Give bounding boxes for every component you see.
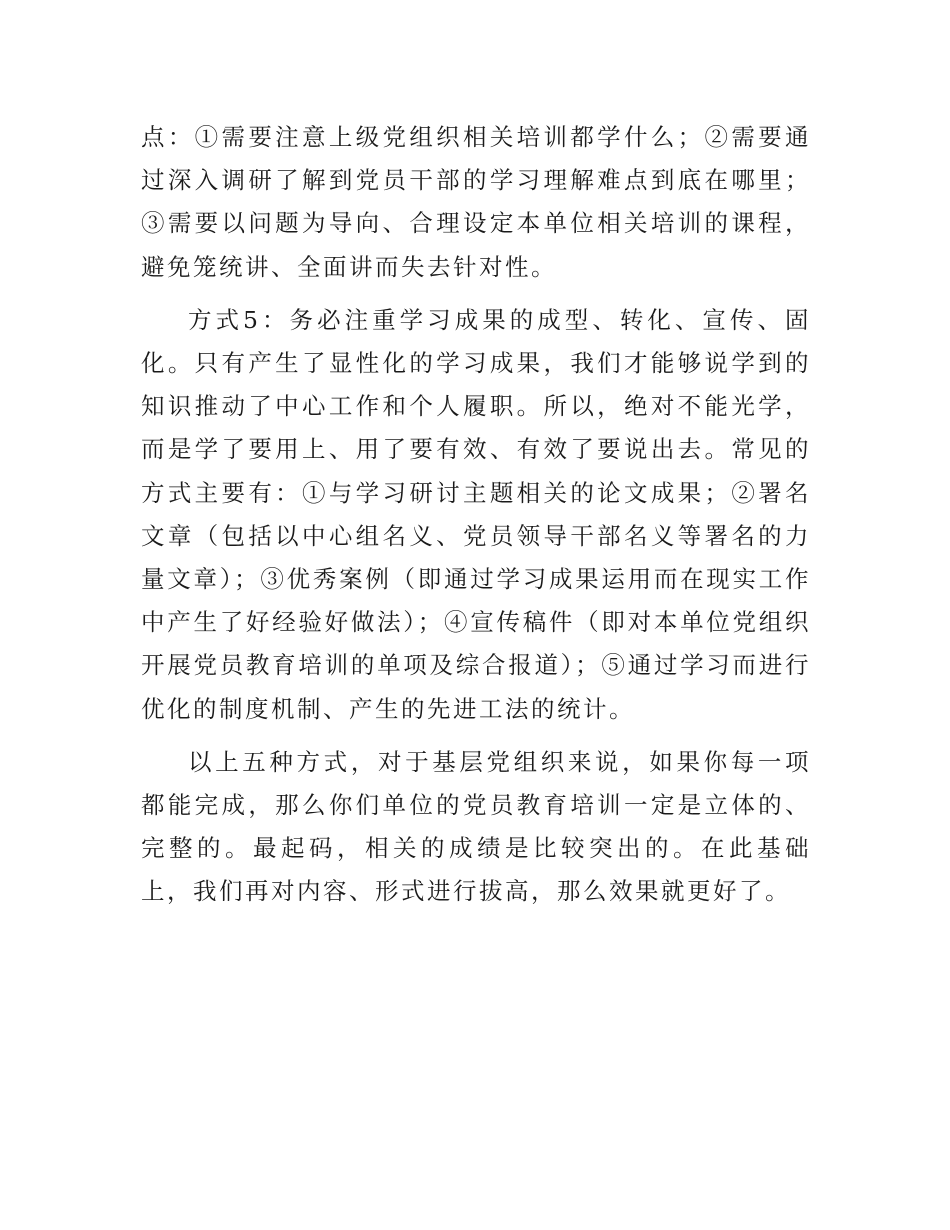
paragraph-3: 以上五种方式，对于基层党组织来说，如果你每一项都能完成，那么你们单位的党员教育培训一定是立体的、完整的。最起码，相关的成绩是比较突出的。在此基础上，我们再对内容、形式进行拔高，那么效果就更好了。	[141, 747, 811, 906]
paragraph-1: 点：①需要注意上级党组织相关培训都学什么；②需要通过深入调研了解到党员干部的学习理解难点到底在哪里；③需要以问题为导向、合理设定本单位相关培训的课程，避免笼统讲、全面讲而失去针对性。	[141, 123, 811, 281]
document-body	[141, 116, 811, 914]
paragraph-2: 方式5：务必注重学习成果的成型、转化、宣传、固化。只有产生了显性化的学习成果，我们才能够说学到的知识推动了中心工作和个人履职。所以，绝对不能光学，而是学了要用上、用了要有效、有效了要说出去。常见的方式主要有：①与学习研讨主题相关的论文成果；②署名文章（包括以中心组名义、党员领导干部名义等署名的力量文章）；③优秀案例（即通过学习成果运用而在现实工作中产生了好经验好做法）；④宣传稿件（即对本单位党组织开展党员教育培训的单项及综合报道）；⑤通过学习而进行优化的制度机制、产生的先进工法的统计。	[141, 305, 811, 723]
